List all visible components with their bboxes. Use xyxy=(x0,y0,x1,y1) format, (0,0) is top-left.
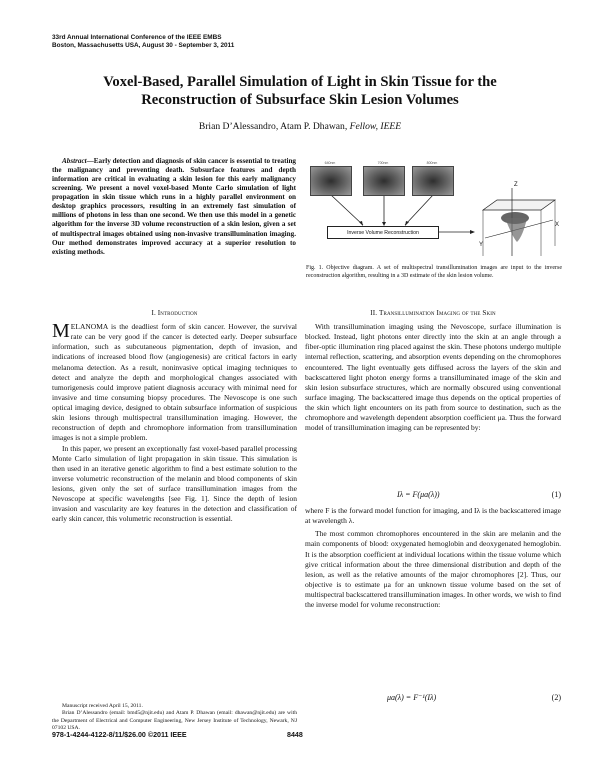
author-fellow: Fellow, IEEE xyxy=(349,121,402,132)
conference-header xyxy=(52,34,234,51)
equation-1-number: (1) xyxy=(551,490,561,499)
equation-2 xyxy=(305,693,561,706)
intro-body xyxy=(52,322,297,525)
trans-paragraph-2 xyxy=(305,506,561,610)
thumb-image-3 xyxy=(412,166,454,196)
intro-heading-text: Introduction xyxy=(157,309,198,317)
abstract-text: —Early detection and diagnosis of skin cancer is essential to treating the malignancy and preventing death. Subsurface features and depth information are critical in evaluating a skin lesion for this early malignancy screening. We present a novel voxel-based Monte Carlo simulation of light propagation in skin tissue which runs in a highly parallel environment on desktop graphics processors, resulting in an extremely fast simulation of millions of photons in less than one second. We then use this model in a genetic algorithm for the inverse 3D volume reconstruction of a skin lesion, given a set of multispectral images obtained using non-invasive transillumination imaging. Our method demonstrates improved accuracy at a superior resolution to existing methods. xyxy=(52,157,296,256)
trans-p2: where F is the forward model function for imaging, and Iλ is the backscattered image at wavelength λ. xyxy=(305,506,561,526)
footnote-received: Manuscript received April 15, 2011. xyxy=(62,703,143,709)
intro-paragraph-2: In this paper, we present an exceptionally fast voxel-based parallel processing Monte Carlo simulation of light propagation in skin tissue. This simulation is then used in an iterative genetic algorithm to find a best estimate solution to the inverse volumetric reconstruction of the melanin and blood components of skin lesions, given only the set of surface transillumination images from the Nevoscope at specific wavelengths [see Fig. 1]. Since the depth of lesion invasion and vascularity are key features in the detection and classification of early skin cancer, this volumetric reconstruction is essential. xyxy=(52,443,297,524)
author-line xyxy=(40,121,560,132)
figure-caption: Fig. 1. Objective diagram. A set of multispectral transillumination images are input to the inverse reconstruction algorithm, resulting in a 3D estimate of the skin lesion volume. xyxy=(306,265,562,279)
axis-z-label: Z xyxy=(514,182,518,188)
footnote xyxy=(52,703,297,733)
intro-lead: ELANOMA xyxy=(70,322,108,331)
trans-p3: The most common chromophores encountered in the skin are melanin and the main components of blood: oxygenated hemoglobin and deoxygenated hemoglobin. It is the absorption coefficient at individual locations within the tissue volume which give critical information about the three dimensional distribution and depth of the lesion, as well as the relative amounts of the major chromophores [2]. Thus, our objective is to estimate μa for an unknown tissue volume based on the set of multispectral backscattered transillumination images. In other words, we wish to find the inverse model for volume reconstruction: xyxy=(305,529,561,610)
trans-heading-number: II. xyxy=(370,309,380,317)
abstract xyxy=(52,157,296,257)
axis-y-label: Y xyxy=(479,242,484,248)
equation-2-expr: μa(λ) = F⁻¹(Iλ) xyxy=(387,693,437,702)
intro-heading-number: I. xyxy=(151,309,158,317)
reconstruction-box: Inverse Volume Reconstruction xyxy=(327,226,439,239)
footer-isbn: 978-1-4244-4122-8/11/$26.00 ©2011 IEEE xyxy=(52,731,187,739)
equation-1 xyxy=(305,490,561,503)
arrow-head-volume xyxy=(470,230,475,234)
title-line-1: Voxel-Based, Parallel Simulation of Light in Skin Tissue for the xyxy=(103,74,497,90)
volume-top xyxy=(483,200,555,210)
thumb-image-2 xyxy=(363,166,405,196)
section-heading-intro xyxy=(52,309,297,317)
footnote-body: Brian D’Alessandro (email: bmd5@njit.edu) and Atam P. Dhawan (email: dhawan@njit.edu) are with the Department of Electrical and Computer Engineering, New Jersey Institute of Technology, Newark, NJ 07102 USA. xyxy=(52,710,297,732)
thumb-label-2: 700nm xyxy=(377,161,389,165)
abstract-label: Abstract xyxy=(62,157,87,165)
figure-1 xyxy=(305,158,561,258)
thumb-image-1 xyxy=(310,166,352,196)
intro-paragraph-1 xyxy=(52,322,297,444)
trans-paragraph-1 xyxy=(305,322,561,433)
lesion-depth xyxy=(505,218,527,242)
intro-p1-text: is the deadliest form of skin cancer. However, the survival rate can be very good if the cancer is detected early. Deeper subsurface information, such as subcutaneous pigmentation, depth of invasion, and indications of increased blood flow (angiogenesis) are critical factors in early melanoma detection. As a result, noninvasive optical imaging techniques to detect and analyze the depth and morphological changes associated with tumorigenesis could improve patient diagnosis accuracy with minimal need for invasive and time consuming biopsy procedures. The Nevoscope is one such optical imaging device, designed to obtain subsurface information of suspicious skin lesions through multispectral transillumination imaging. However, the reconstruction of depth and chromophore information from transillumination images is not a simple problem. xyxy=(52,322,297,443)
equation-1-expr: Iλ = F(μa(λ)) xyxy=(397,490,440,499)
thumb-label-1: 640nm xyxy=(324,161,336,165)
conference-location: Boston, Massachusetts USA, August 30 - September 3, 2011 xyxy=(52,42,235,50)
footer-page-number: 8448 xyxy=(287,731,303,739)
thumb-label-3: 800nm xyxy=(426,161,438,165)
arrow-thumb-1 xyxy=(331,195,363,225)
title-line-2: Reconstruction of Subsurface Skin Lesion Volumes xyxy=(141,91,459,108)
section-heading-trans xyxy=(305,309,561,317)
arrow-thumb-3 xyxy=(405,195,433,225)
equation-2-number: (2) xyxy=(551,693,561,702)
trans-p1: With transillumination imaging using the Nevoscope, surface illumination is blocked. Instead, light photons enter directly into the skin at an angle through a fiber-optic illumination ring placed against the skin. These photons undergo multiple internal reflection, scattering, and absorption events depending on the chromophores encountered. The light eventually gets diffused across the layers of the skin and backscattered light photon energy forms a transilluminated image of the skin and skin lesion subsurface structures, which are normally obscured using conventional surface imaging. The backscattered image thus depends on the optical properties of the skin which light encounters on its path from source to destination, such as the chromophore and wavelength dependent absorption coefficient μa. Thus the forward model of transillumination imaging can be represented by: xyxy=(305,322,561,433)
conference-name: 33rd Annual International Conference of the IEEE EMBS xyxy=(52,34,222,41)
trans-heading-text: Transillumination Imaging of the Skin xyxy=(379,309,496,317)
axis-x-label: X xyxy=(555,222,560,228)
author-names: Brian D’Alessandro, Atam P. Dhawan, xyxy=(198,121,350,132)
paper-title xyxy=(40,74,560,109)
dropcap: M xyxy=(52,320,70,342)
